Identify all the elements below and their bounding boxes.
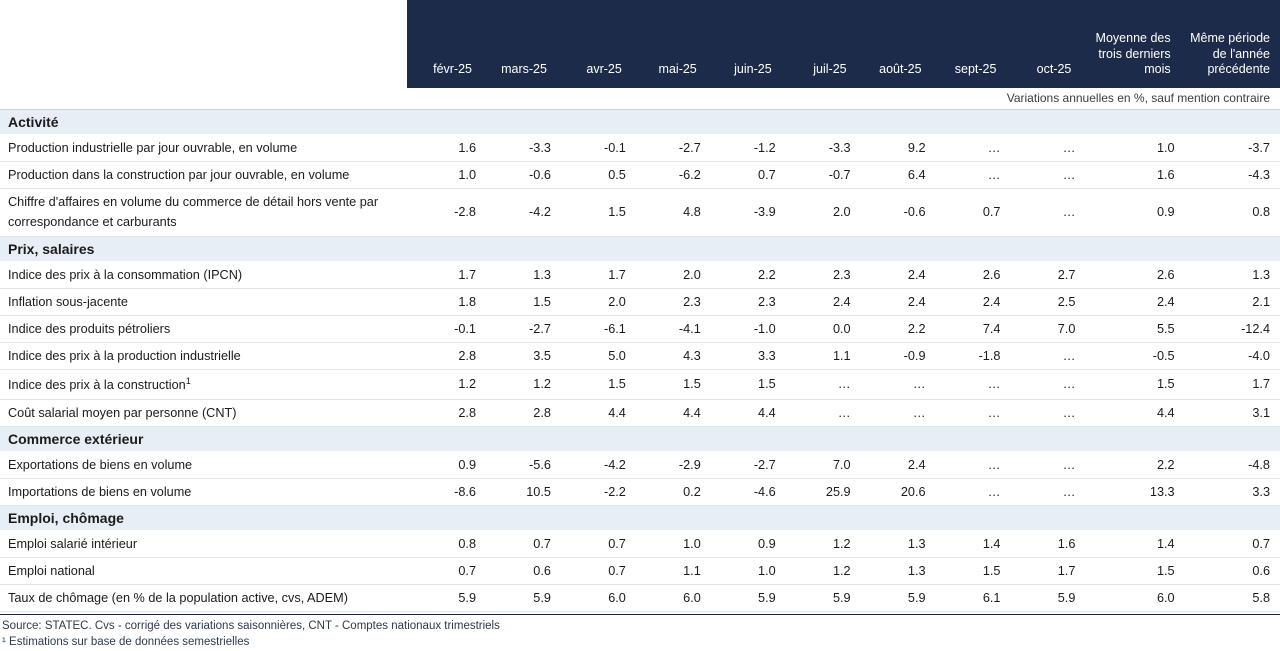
cell-value: -1.0	[707, 316, 782, 343]
table-row	[0, 316, 1280, 343]
cell-value: -3.7	[1181, 135, 1280, 162]
cell-value: -4.2	[482, 189, 557, 237]
cell-value: 2.2	[857, 316, 932, 343]
cell-value: -6.2	[632, 162, 707, 189]
cell-value: 0.6	[1181, 557, 1280, 584]
table-footnotes	[0, 614, 1280, 651]
row-label: Emploi salarié intérieur	[0, 530, 407, 557]
cell-value: 5.9	[707, 584, 782, 611]
cell-value: …	[782, 370, 857, 399]
cell-value: …	[932, 135, 1007, 162]
cell-value: -2.8	[407, 189, 482, 237]
cell-value: -5.6	[482, 451, 557, 478]
cell-value: 3.1	[1181, 399, 1280, 426]
cell-value: …	[857, 370, 932, 399]
cell-value: -0.1	[557, 135, 632, 162]
table-header	[0, 0, 1280, 110]
cell-value: -0.9	[857, 343, 932, 370]
footnote-source: Source: STATEC. Cvs - corrigé des variations saisonnières, CNT - Comptes nationaux trimestriels	[2, 619, 500, 632]
cell-value: 1.6	[407, 135, 482, 162]
cell-value: -4.8	[1181, 451, 1280, 478]
cell-value: 5.9	[407, 584, 482, 611]
cell-value: 1.2	[407, 370, 482, 399]
cell-value: 1.3	[1181, 262, 1280, 289]
cell-value: 0.7	[482, 530, 557, 557]
column-header-juil-25: juil-25	[782, 0, 857, 88]
cell-value: 1.2	[782, 530, 857, 557]
table-row	[0, 262, 1280, 289]
row-label: Production dans la construction par jour ouvrable, en volume	[0, 162, 407, 189]
cell-value: 2.3	[782, 262, 857, 289]
cell-value: …	[932, 370, 1007, 399]
row-label: Inflation sous-jacente	[0, 289, 407, 316]
cell-value: 1.5	[482, 289, 557, 316]
row-label: Indice des produits pétroliers	[0, 316, 407, 343]
cell-value: 4.8	[632, 189, 707, 237]
cell-value: 2.6	[1081, 262, 1180, 289]
cell-value: -0.1	[407, 316, 482, 343]
row-label: Indice des prix à la consommation (IPCN)	[0, 262, 407, 289]
cell-value: 4.4	[557, 399, 632, 426]
column-header-aout-25: août-25	[857, 0, 932, 88]
cell-value: 2.8	[407, 343, 482, 370]
cell-value: -0.6	[857, 189, 932, 237]
cell-value: …	[1006, 478, 1081, 505]
column-header-moyenne-trois-mois: Moyenne des trois derniers mois	[1081, 0, 1180, 88]
cell-value: 6.0	[1081, 584, 1180, 611]
cell-value: 1.0	[407, 162, 482, 189]
cell-value: 5.9	[857, 584, 932, 611]
cell-value: 1.6	[1006, 530, 1081, 557]
cell-value: 4.4	[632, 399, 707, 426]
table-row	[0, 289, 1280, 316]
cell-value: 0.8	[1181, 189, 1280, 237]
cell-value: 0.7	[407, 557, 482, 584]
cell-value: 0.7	[1181, 530, 1280, 557]
cell-value: 0.7	[557, 557, 632, 584]
column-header-meme-periode-annee-precedente: Même période de l'année précédente	[1181, 0, 1280, 88]
table-row	[0, 557, 1280, 584]
cell-value: -4.2	[557, 451, 632, 478]
cell-value: 2.3	[707, 289, 782, 316]
cell-value: -0.6	[482, 162, 557, 189]
cell-value: 7.0	[782, 451, 857, 478]
cell-value: 1.0	[1081, 135, 1180, 162]
cell-value: -2.9	[632, 451, 707, 478]
cell-value: 5.0	[557, 343, 632, 370]
cell-value: …	[782, 399, 857, 426]
cell-value: …	[1006, 370, 1081, 399]
cell-value: -12.4	[1181, 316, 1280, 343]
unit-note: Variations annuelles en %, sauf mention contraire	[0, 88, 1280, 110]
cell-value: 1.8	[407, 289, 482, 316]
column-header-avr-25: avr-25	[557, 0, 632, 88]
cell-value: 1.3	[857, 530, 932, 557]
row-label: Emploi national	[0, 557, 407, 584]
cell-value: 2.0	[782, 189, 857, 237]
row-label: Coût salarial moyen par personne (CNT)	[0, 399, 407, 426]
cell-value: …	[1006, 162, 1081, 189]
table-body	[0, 110, 1280, 612]
cell-value: 2.6	[932, 262, 1007, 289]
cell-value: -3.3	[782, 135, 857, 162]
cell-value: 4.3	[632, 343, 707, 370]
table-row	[0, 189, 1280, 237]
cell-value: 1.0	[707, 557, 782, 584]
cell-value: …	[932, 478, 1007, 505]
cell-value: -3.9	[707, 189, 782, 237]
cell-value: 0.2	[632, 478, 707, 505]
cell-value: 0.0	[782, 316, 857, 343]
cell-value: 1.7	[1006, 557, 1081, 584]
table-row	[0, 451, 1280, 478]
cell-value: -0.5	[1081, 343, 1180, 370]
cell-value: 1.3	[482, 262, 557, 289]
cell-value: 1.6	[1081, 162, 1180, 189]
cell-value: 13.3	[1081, 478, 1180, 505]
cell-value: 1.4	[1081, 530, 1180, 557]
cell-value: 6.0	[557, 584, 632, 611]
cell-value: 10.5	[482, 478, 557, 505]
cell-value: 1.5	[1081, 370, 1180, 399]
row-label: Chiffre d'affaires en volume du commerce de détail hors vente par correspondance et carburants	[0, 189, 407, 237]
table-row	[0, 399, 1280, 426]
cell-value: 4.4	[1081, 399, 1180, 426]
cell-value: -1.8	[932, 343, 1007, 370]
table-unit-row	[0, 88, 1280, 110]
cell-value: 2.4	[857, 451, 932, 478]
cell-value: 0.6	[482, 557, 557, 584]
cell-value: 1.7	[557, 262, 632, 289]
cell-value: 1.2	[482, 370, 557, 399]
cell-value: …	[932, 162, 1007, 189]
table-section-header	[0, 110, 1280, 135]
cell-value: 2.3	[632, 289, 707, 316]
cell-value: 1.5	[557, 370, 632, 399]
cell-value: 1.4	[932, 530, 1007, 557]
table-row	[0, 478, 1280, 505]
cell-value: 1.7	[407, 262, 482, 289]
cell-value: 0.7	[932, 189, 1007, 237]
section-title: Prix, salaires	[0, 237, 1280, 262]
cell-value: 2.4	[857, 262, 932, 289]
cell-value: 1.5	[1081, 557, 1180, 584]
table-header-row	[0, 0, 1280, 88]
cell-value: -6.1	[557, 316, 632, 343]
cell-value: 6.4	[857, 162, 932, 189]
cell-value: 1.5	[932, 557, 1007, 584]
column-header-label	[0, 0, 407, 88]
cell-value: -2.7	[482, 316, 557, 343]
cell-value: -1.2	[707, 135, 782, 162]
cell-value: 20.6	[857, 478, 932, 505]
column-header-mai-25: mai-25	[632, 0, 707, 88]
cell-value: 1.2	[782, 557, 857, 584]
row-label: Taux de chômage (en % de la population active, cvs, ADEM)	[0, 584, 407, 611]
row-label: Indice des prix à la construction$^1$	[0, 370, 407, 399]
cell-value: 1.3	[857, 557, 932, 584]
table-row	[0, 370, 1280, 399]
cell-value: -8.6	[407, 478, 482, 505]
cell-value: 2.2	[707, 262, 782, 289]
column-header-juin-25: juin-25	[707, 0, 782, 88]
cell-value: 9.2	[857, 135, 932, 162]
cell-value: 25.9	[782, 478, 857, 505]
table-row	[0, 162, 1280, 189]
cell-value: 5.9	[482, 584, 557, 611]
cell-value: 4.4	[707, 399, 782, 426]
cell-value: 5.9	[782, 584, 857, 611]
cell-value: …	[1006, 399, 1081, 426]
cell-value: 1.1	[782, 343, 857, 370]
cell-value: 0.7	[707, 162, 782, 189]
cell-value: 2.0	[557, 289, 632, 316]
cell-value: 1.5	[707, 370, 782, 399]
cell-value: 0.9	[707, 530, 782, 557]
column-header-mars-25: mars-25	[482, 0, 557, 88]
table-section-header	[0, 505, 1280, 530]
cell-value: 2.4	[1081, 289, 1180, 316]
cell-value: 2.4	[782, 289, 857, 316]
cell-value: …	[932, 451, 1007, 478]
table-row	[0, 343, 1280, 370]
section-title: Emploi, chômage	[0, 505, 1280, 530]
cell-value: 5.8	[1181, 584, 1280, 611]
cell-value: …	[1006, 343, 1081, 370]
table-section-header	[0, 237, 1280, 262]
row-label: Production industrielle par jour ouvrable, en volume	[0, 135, 407, 162]
row-label: Importations de biens en volume	[0, 478, 407, 505]
cell-value: 2.7	[1006, 262, 1081, 289]
column-header-fevr-25: févr-25	[407, 0, 482, 88]
cell-value: 0.5	[557, 162, 632, 189]
cell-value: 2.1	[1181, 289, 1280, 316]
cell-value: 5.5	[1081, 316, 1180, 343]
footnote-1: ¹ Estimations sur base de données semestrielles	[2, 636, 250, 649]
cell-value: 3.3	[707, 343, 782, 370]
cell-value: -3.3	[482, 135, 557, 162]
cell-value: -2.7	[707, 451, 782, 478]
cell-value: 6.0	[632, 584, 707, 611]
cell-value: 6.1	[932, 584, 1007, 611]
table-row	[0, 135, 1280, 162]
cell-value: 7.0	[1006, 316, 1081, 343]
cell-value: 0.8	[407, 530, 482, 557]
cell-value: …	[932, 399, 1007, 426]
cell-value: -4.1	[632, 316, 707, 343]
cell-value: 2.8	[482, 399, 557, 426]
cell-value: -2.2	[557, 478, 632, 505]
column-header-oct-25: oct-25	[1006, 0, 1081, 88]
row-footnote-marker: 1	[185, 376, 191, 387]
cell-value: -4.3	[1181, 162, 1280, 189]
cell-value: 2.5	[1006, 289, 1081, 316]
cell-value: 7.4	[932, 316, 1007, 343]
table-row	[0, 584, 1280, 611]
cell-value: -4.6	[707, 478, 782, 505]
cell-value: 2.4	[857, 289, 932, 316]
cell-value: -2.7	[632, 135, 707, 162]
cell-value: …	[1006, 189, 1081, 237]
cell-value: 5.9	[1006, 584, 1081, 611]
cell-value: 1.7	[1181, 370, 1280, 399]
section-title: Activité	[0, 110, 1280, 135]
cell-value: 2.8	[407, 399, 482, 426]
column-header-sept-25: sept-25	[932, 0, 1007, 88]
cell-value: -0.7	[782, 162, 857, 189]
cell-value: …	[857, 399, 932, 426]
table-section-header	[0, 426, 1280, 451]
cell-value: 2.2	[1081, 451, 1180, 478]
cell-value: 2.4	[932, 289, 1007, 316]
cell-value: …	[1006, 451, 1081, 478]
cell-value: 1.0	[632, 530, 707, 557]
cell-value: …	[1006, 135, 1081, 162]
cell-value: 0.7	[557, 530, 632, 557]
row-label: Exportations de biens en volume	[0, 451, 407, 478]
cell-value: 1.5	[632, 370, 707, 399]
cell-value: -4.0	[1181, 343, 1280, 370]
cell-value: 3.3	[1181, 478, 1280, 505]
row-label: Indice des prix à la production industrielle	[0, 343, 407, 370]
table-row	[0, 530, 1280, 557]
section-title: Commerce extérieur	[0, 426, 1280, 451]
cell-value: 0.9	[1081, 189, 1180, 237]
cell-value: 1.1	[632, 557, 707, 584]
cell-value: 2.0	[632, 262, 707, 289]
cell-value: 1.5	[557, 189, 632, 237]
cell-value: 0.9	[407, 451, 482, 478]
cell-value: 3.5	[482, 343, 557, 370]
